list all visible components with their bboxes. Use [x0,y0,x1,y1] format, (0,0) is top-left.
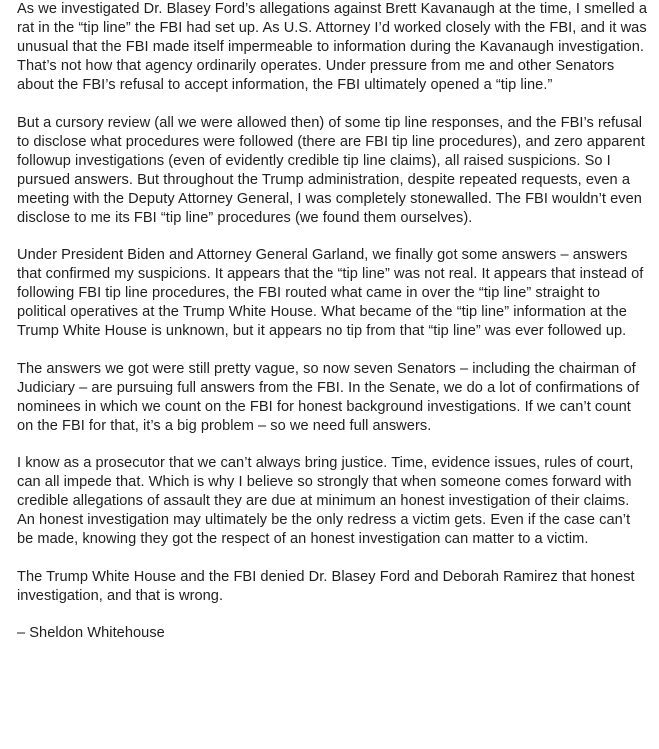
paragraph-prosecutor: I know as a prosecutor that we can’t always bring justice. Time, evidence issues, rules of court, can all impede that. Which is why I believe so strongly that when someone comes forward with credible allegations of assault they are due at minimum an honest investigation of their claims. An honest investigation may ultimately be the only redress a victim gets. Even if the case can’t be made, knowing they got the respect of an honest investigation can matter to a victim. [17,455,634,547]
paragraph-suspicions: But a cursory review (all we were allowed then) of some tip line responses, and the FBI’s refusal to disclose what procedures were followed (there are FBI tip line procedures), and zero apparent followup investigations (even of evidently credible tip line claims), all raised suspicions. So I pursued answers. But throughout the Trump administration, despite repeated requests, even a meeting with the Deputy Attorney General, I was completely stonewalled. The FBI wouldn’t even disclose to me its FBI “tip line” procedures (we found them ourselves). [17,114,645,226]
paragraph-conclusion: The Trump White House and the FBI denied Dr. Blasey Ford and Deborah Ramirez that honest investigation, and that is wrong. [17,568,635,604]
paragraph-senators-pursuing: The answers we got were still pretty vague, so now seven Senators – including the chairman of Judiciary – are pursuing full answers from the FBI. In the Senate, we do a lot of confirmations of nominees in which we count on the FBI for honest background investigations. If we can’t count on the FBI for that, it’s a big problem – so we need full answers. [17,360,640,434]
signature: – Sheldon Whitehouse [17,625,165,641]
paragraph-tip-line-origin: As we investigated Dr. Blasey Ford’s allegations against Brett Kavanaugh at the time, I smelled a rat in the “tip line” the FBI had set up. As U.S. Attorney I’d worked closely with the FBI, and it was unusual that the FBI made itself impermeable to information during the Kavanaugh investigation. That’s not how that agency ordinarily operates. Under pressure from me and other Senators about the FBI’s refusal to accept information, the FBI ultimately opened a “tip line.” [17,1,648,93]
paragraph-answers: Under President Biden and Attorney General Garland, we finally got some answers – answers that confirmed my suspicions. It appears that the “tip line” was not real. It appears that instead of following FBI tip line procedures, the FBI routed what came in over the “tip line” straight to political operatives at the Trump White House. What became of the “tip line” information at the Trump White House is unknown, but it appears no tip from that “tip line” was ever followed up. [17,247,644,339]
